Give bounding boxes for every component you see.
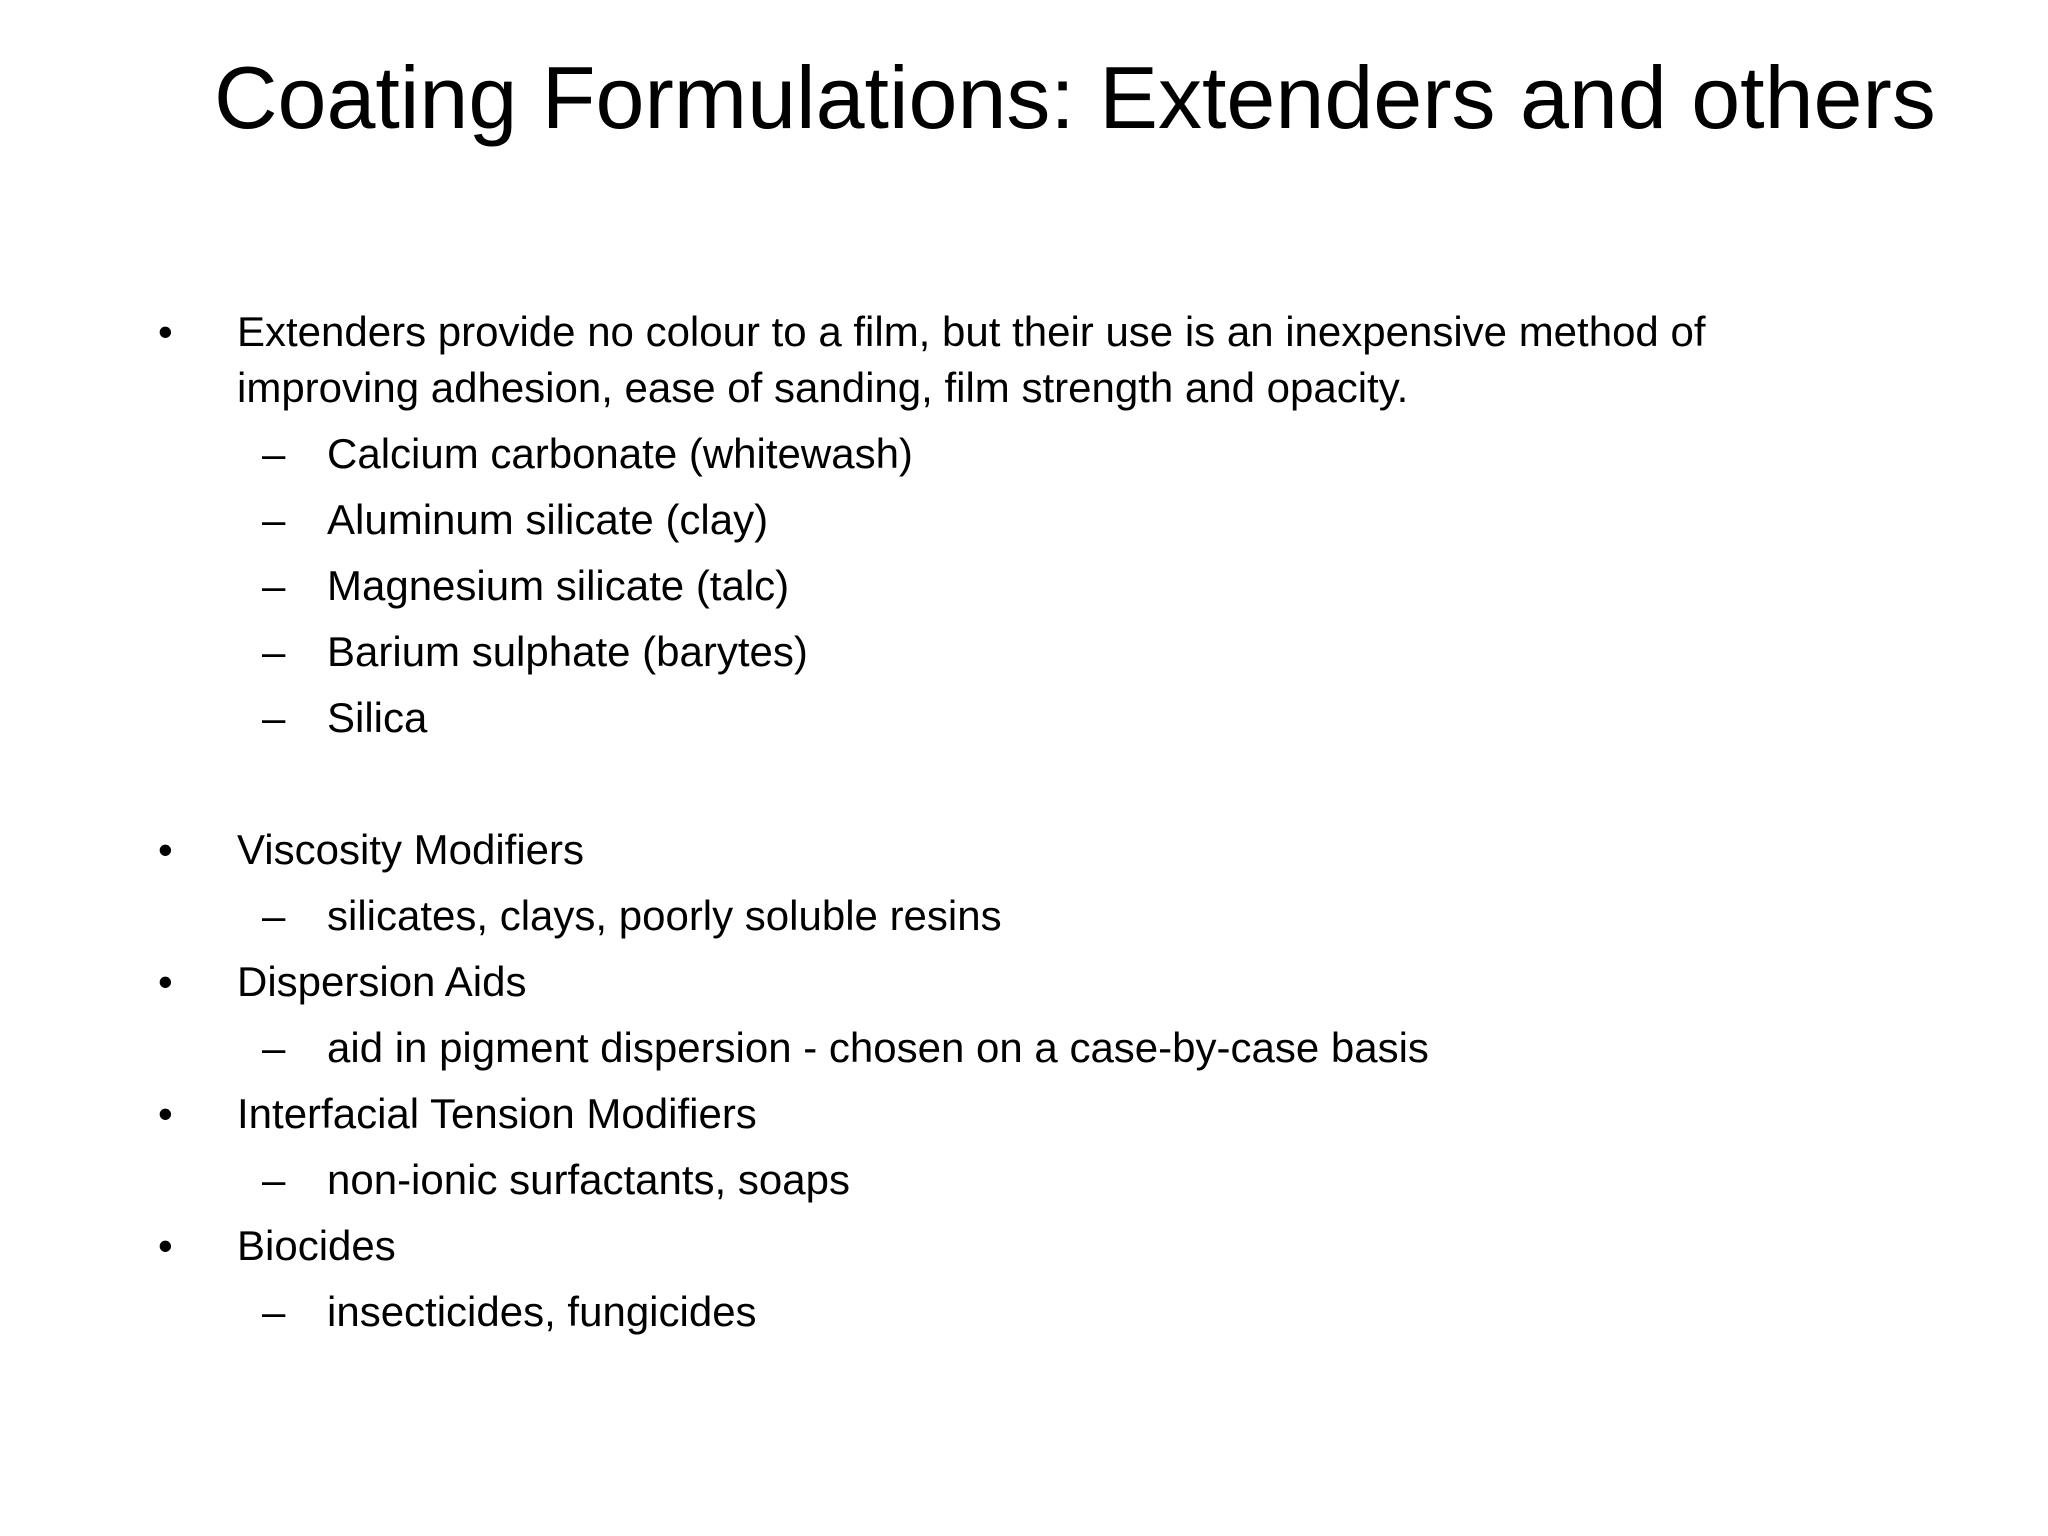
bullet-text: Interfacial Tension Modifiers <box>237 1090 757 1137</box>
sub-item-text: Magnesium silicate (talc) <box>327 562 790 609</box>
bullet-text: Extenders provide no colour to a film, but their use is an inexpensive method of <box>237 308 1706 355</box>
sub-item-text: Aluminum silicate (clay) <box>327 496 769 543</box>
sub-item-text: Barium sulphate (barytes) <box>327 628 808 675</box>
dash-marker: – <box>262 892 286 939</box>
bullet-marker: • <box>158 1222 173 1269</box>
bullet-text: Biocides <box>237 1222 396 1269</box>
dash-marker: – <box>262 1156 286 1203</box>
dash-marker: – <box>262 1024 286 1071</box>
dash-marker: – <box>262 562 286 609</box>
sub-item-text: silicates, clays, poorly soluble resins <box>327 892 1002 939</box>
bullet-text: Viscosity Modifiers <box>237 826 584 873</box>
dash-marker: – <box>262 496 286 543</box>
slide-title: Coating Formulations: Extenders and others <box>214 48 1936 147</box>
sub-item-text: Calcium carbonate (whitewash) <box>327 430 913 477</box>
bullet-marker: • <box>158 1090 173 1137</box>
bullet-marker: • <box>158 826 173 873</box>
sub-item-text: Silica <box>327 694 428 741</box>
dash-marker: – <box>262 628 286 675</box>
sub-item-text: aid in pigment dispersion - chosen on a case-by-case basis <box>327 1024 1429 1071</box>
bullet-marker: • <box>158 308 173 355</box>
bullet-text: Dispersion Aids <box>237 958 527 1005</box>
bullet-text-continuation: improving adhesion, ease of sanding, film strength and opacity. <box>237 364 1409 411</box>
dash-marker: – <box>262 694 286 741</box>
sub-item-text: non-ionic surfactants, soaps <box>327 1156 850 1203</box>
dash-marker: – <box>262 1288 286 1335</box>
dash-marker: – <box>262 430 286 477</box>
sub-item-text: insecticides, fungicides <box>327 1288 757 1335</box>
bullet-marker: • <box>158 958 173 1005</box>
